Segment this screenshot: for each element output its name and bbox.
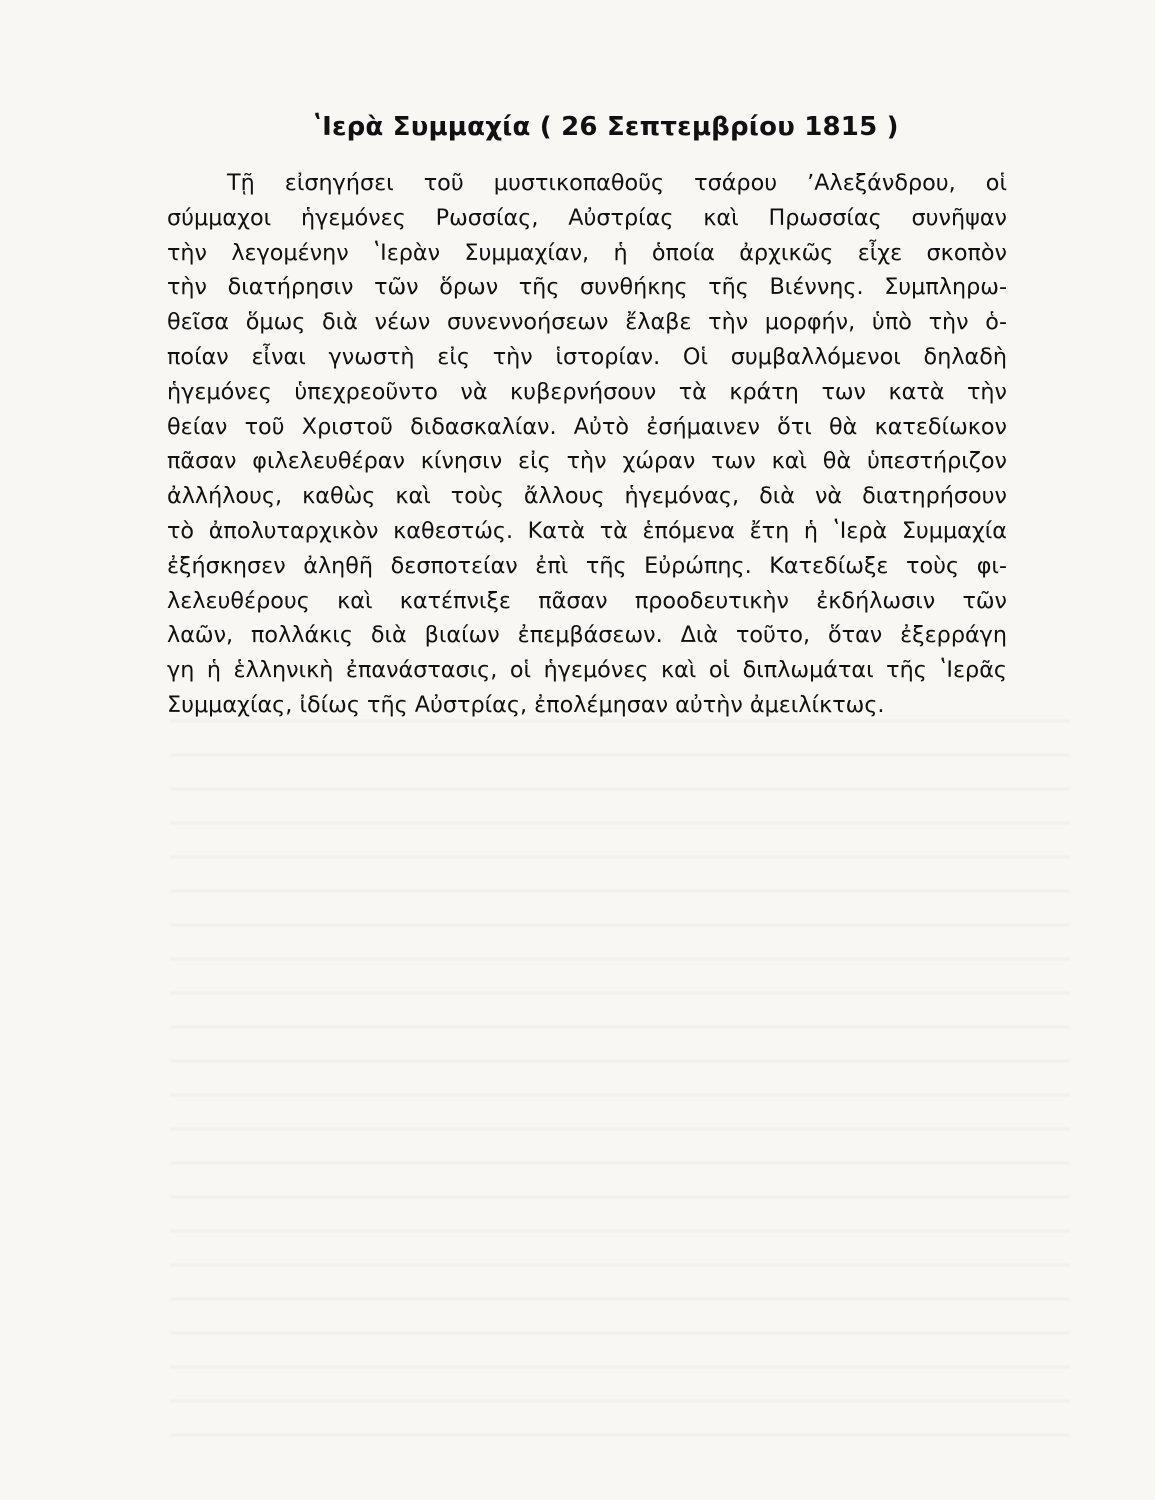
text-line: ἐξήσκησεν ἀληθῆ δεσποτείαν ἐπὶ τῆς Εὐρώπης. Κατεδίωξε τοὺς φι- [167, 552, 1007, 579]
text-line: λαῶν, πολλάκις διὰ βιαίων ἐπεμβάσεων. Διὰ τοῦτο, ὅταν ἐξερράγη [167, 622, 1007, 649]
text-line: λελευθέρους καὶ κατέπνιξε πᾶσαν προοδευτικὴν ἐκδήλωσιν τῶν [167, 587, 1007, 614]
text-line: πᾶσαν φιλελευθέραν κίνησιν εἰς τὴν χώραν των καὶ θὰ ὑπεστήριζον [167, 448, 1007, 475]
text-line: Τῇ εἰσηγήσει τοῦ μυστικοπαθοῦς τσάρου ʼΑλεξάνδρου, οἱ [227, 170, 1007, 196]
text-line: ἡγεμόνες ὑπεχρεοῦντο νὰ κυβερνήσουν τὰ κράτη των κατὰ τὴν [167, 378, 1007, 405]
text-line: θεῖσα ὅμως διὰ νέων συνεννοήσεων ἔλαβε τὴν μορφήν, ὑπὸ τὴν ὁ- [167, 309, 1007, 336]
text-line: γη ἡ ἑλληνικὴ ἐπανάστασις, οἱ ἡγεμόνες καὶ οἱ διπλωμάται τῆς ʽΙερᾶς [167, 657, 1007, 684]
text-line: θείαν τοῦ Χριστοῦ διδασκαλίαν. Αὐτὸ ἐσήμαινεν ὅτι θὰ κατεδίωκον [167, 413, 1007, 440]
text-line: τὴν λεγομένην ʽΙερὰν Συμμαχίαν, ἡ ὁποία ἀρχικῶς εἶχε σκοπὸν [167, 239, 1007, 266]
text-line: τὸ ἀπολυταρχικὸν καθεστώς. Κατὰ τὰ ἑπόμενα ἔτη ἡ ʽΙερὰ Συμμαχία [167, 517, 1007, 544]
body-paragraph [167, 166, 1007, 723]
section-title: ʽΙερὰ Συμμαχία ( 26 Σεπτεμβρίου 1815 ) [312, 112, 899, 142]
text-line: Συμμαχίας, ἰδίως τῆς Αὐστρίας, ἐπολέμησαν αὐτὴν ἀμειλίκτως. [167, 691, 885, 718]
text-line: ποίαν εἶναι γνωστὴ εἰς τὴν ἱστορίαν. Οἱ συμβαλλόμενοι δηλαδὴ [167, 343, 1007, 370]
text-line: ἀλλήλους, καθὼς καὶ τοὺς ἄλλους ἡγεμόνας, διὰ νὰ διατηρήσουν [167, 483, 1007, 510]
text-line: τὴν διατήρησιν τῶν ὅρων τῆς συνθήκης τῆς Βιέννης. Συμπληρω- [167, 274, 1007, 301]
reverse-side-bleed-through [170, 720, 1070, 1440]
text-line: σύμμαχοι ἡγεμόνες Ρωσσίας, Αὐστρίας καὶ Πρωσσίας συνῆψαν [167, 204, 1007, 231]
